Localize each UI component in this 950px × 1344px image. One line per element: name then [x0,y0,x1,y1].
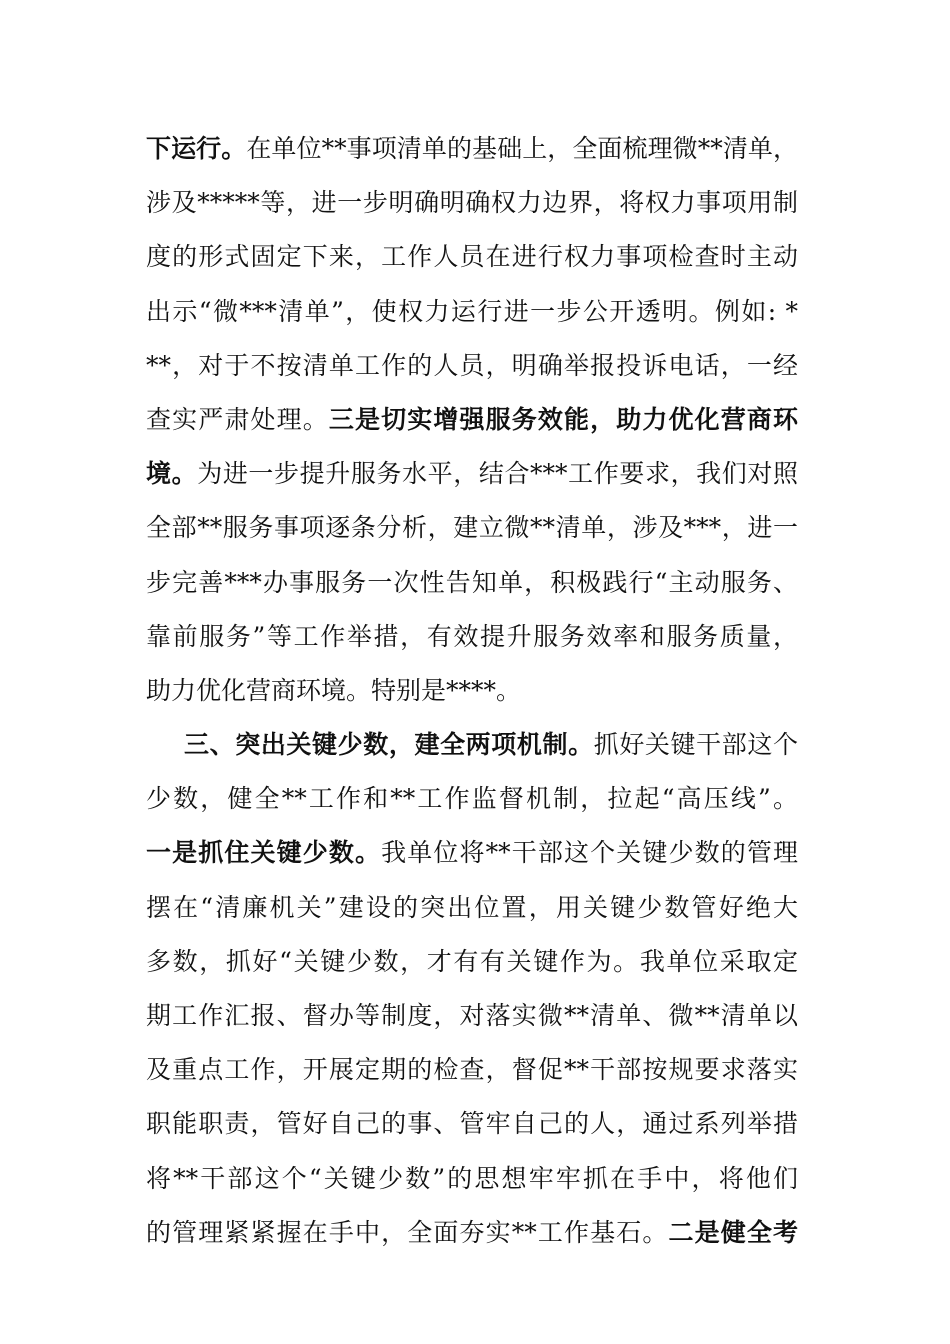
text-run: **，对于不按清单工作的人员，明确举报投诉电话，一经 [146,350,798,380]
text-run: 期工作汇报、督办等制度，对落实微**清单、微**清单以 [146,1001,798,1030]
text-line [146,230,798,284]
text-run: 我单位将**干部这个关键少数的管理 [381,838,798,868]
text-line [146,1152,798,1206]
bold-run: 下运行。 [146,134,247,163]
text-line [146,176,798,230]
bold-run: 二是健全考 [668,1217,798,1247]
text-line [146,556,798,610]
text-line [146,339,798,393]
text-line [146,1097,798,1151]
text-run: 度的形式固定下来，工作人员在进行权力事项检查时主动 [146,242,798,272]
text-run: 少数，健全**工作和**工作监督机制，拉起“高压线”。 [146,784,798,814]
text-run: 及重点工作，开展定期的检查，督促**干部按规要求落实 [146,1055,798,1085]
bold-run: 一是抓住关键少数。 [146,838,382,868]
bold-run: 三是切实增强服务效能，助力优化营商环 [328,404,798,434]
text-run: 多数，抓好“关键少数，才有有关键作为。我单位采取定 [146,946,798,976]
text-line [146,826,798,880]
text-run: 将**干部这个“关键少数”的思想牢牢抓在手中，将他们 [146,1163,798,1193]
section-heading-line [146,718,798,772]
body-text [146,122,798,1260]
text-run: 为进一步提升服务水平，结合***工作要求，我们对照 [197,459,798,489]
text-line [146,989,798,1043]
bold-run: 境。 [146,459,198,489]
text-line [146,935,798,989]
text-line [146,1206,798,1260]
text-run: 职能职责，管好自己的事、管牢自己的人，通过系列举措 [146,1109,798,1139]
text-line [146,122,798,176]
text-line [146,285,798,339]
text-line [146,393,798,447]
text-run: 在单位**事项清单的基础上，全面梳理微**清单， [246,134,798,163]
text-run: 的管理紧紧握在手中，全面夯实**工作基石。 [146,1217,669,1247]
text-line [146,772,798,826]
text-run: 出示“微***清单”，使权力运行进一步公开透明。例如: * [146,296,798,326]
text-run: 靠前服务”等工作举措，有效提升服务效率和服务质量， [146,621,798,651]
text-run: 查实严肃处理。 [146,404,329,434]
text-line [146,1043,798,1097]
text-line [146,610,798,664]
text-run: 助力优化营商环境。特别是****。 [146,675,522,705]
text-run: 抓好关键干部这个 [593,730,798,760]
text-line [146,447,798,501]
text-run: 步完善***办事服务一次性告知单，积极践行“主动服务、 [146,567,798,597]
text-run: 摆在“清廉机关”建设的突出位置，用关键少数管好绝大 [146,892,798,922]
text-line [146,664,798,718]
text-line [146,881,798,935]
text-run: 全部**服务事项逐条分析，建立微**清单，涉及***，进一 [146,513,798,543]
text-line [146,501,798,555]
section-heading: 三、突出关键少数，建全两项机制。 [184,730,594,760]
text-run: 涉及*****等，进一步明确明确权力边界，将权力事项用制 [146,188,798,218]
